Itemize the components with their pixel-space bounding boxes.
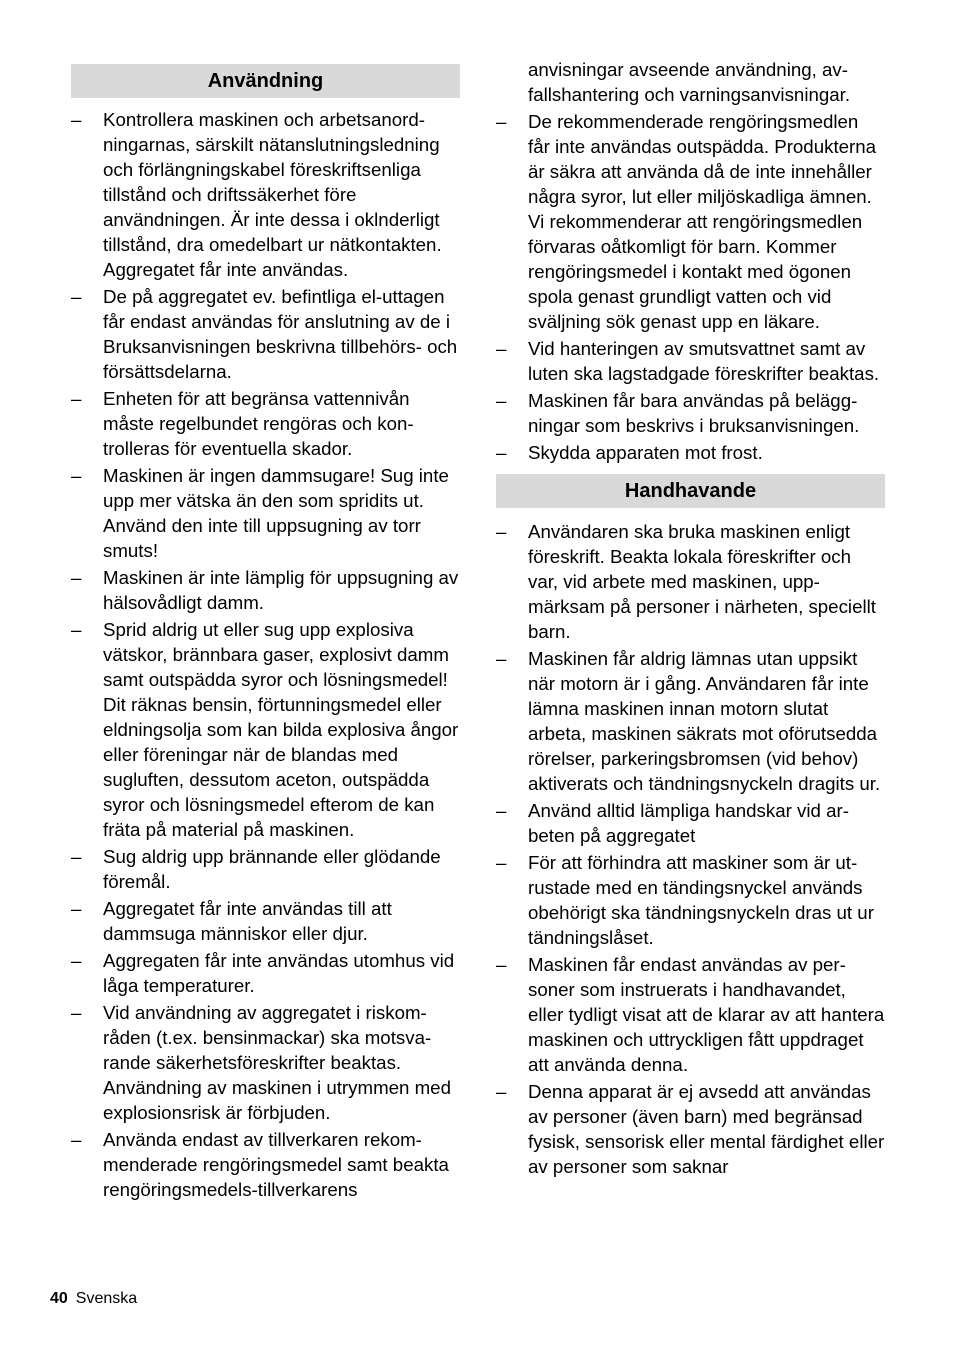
bullet-dash: –: [496, 800, 507, 821]
list-item-text: Sug aldrig upp brännande eller glödande föremål.: [103, 846, 441, 892]
list-item: [71, 386, 460, 461]
list-item-text: Sprid aldrig ut eller sug upp explosiva vätskor, brännbara gaser, explosivt damm samt outspädda syror och lösningsmedel! Dit räknas bensin, förtunningsmedel eller eldningsolja som kan bilda explosiva ångor eller föreningar när de blandas med sugluften, dessutom aceton, outspädda syror och lösningsmedel efterom de kan fräta på material på maskinen.: [103, 619, 459, 840]
bullet-dash: –: [71, 286, 82, 307]
list-item-text: Användaren ska bruka maskinen enligt föreskrift. Beakta lokala föreskrifter och var, vid arbete med maskinen, uppmärksam på personer i närheten, speciellt barn.: [528, 521, 876, 642]
bullet-dash: –: [71, 1002, 82, 1023]
bullet-dash: –: [496, 648, 507, 669]
list-item: [71, 107, 460, 282]
list-item: [71, 896, 460, 946]
list-item: [496, 646, 885, 796]
list-item-text: Använda endast av tillverkaren rekommenderade rengöringsmedel samt beakta rengöringsmedels-tillverkarens: [103, 1129, 449, 1200]
list-item: [496, 798, 885, 848]
list-item: [71, 948, 460, 998]
list-item: [496, 109, 885, 334]
list-item: [496, 850, 885, 950]
left-item-list: [71, 107, 460, 1202]
list-item-text: Använd alltid lämpliga handskar vid arbeten på aggregatet: [528, 800, 849, 846]
list-item-text: Maskinen får bara användas på beläggningar som beskrivs i bruksanvisningen.: [528, 390, 860, 436]
bullet-dash: –: [496, 390, 507, 411]
section-heading-anvandning: Användning: [71, 64, 460, 98]
right-column: [496, 0, 885, 1181]
list-item: [496, 388, 885, 438]
list-item-text: Aggregaten får inte användas utomhus vid låga temperaturer.: [103, 950, 455, 996]
list-item-text: De rekommenderade rengöringsmedlen får inte användas outspädda. Produkterna är säkra att använda då de inte innehåller några syror, lut eller miljöskadliga ämnen. Vi rekommenderar att rengöringsmedlen förvaras oåtkomligt för barn. Kommer rengöringsmedel i kontakt med ögonen spola genast grundligt vatten och vid sväljning sök genast upp en läkare.: [528, 111, 877, 332]
bullet-dash: –: [496, 521, 507, 542]
list-item-text: Enheten för att begränsa vattennivån måste regelbundet rengöras och kontrolleras för eventuella skador.: [103, 388, 414, 459]
bullet-dash: –: [71, 950, 82, 971]
bullet-dash: –: [496, 852, 507, 873]
bullet-dash: –: [496, 442, 507, 463]
bullet-dash: –: [71, 465, 82, 486]
bullet-dash: –: [71, 567, 82, 588]
list-item: [496, 336, 885, 386]
list-item-text: Maskinen får aldrig lämnas utan uppsikt när motorn är i gång. Användaren får inte lämna maskinen innan motorn slutat arbeta, maskinen säkrats mot oförutsedda rörelser, parkeringsbromsen (vid behov) aktiverats och tändningsnyckeln dragits ur.: [528, 648, 881, 794]
list-item: [71, 1000, 460, 1125]
list-item-text: Kontrollera maskinen och arbetsanordningarnas, särskilt nätanslutningsledning och förlängningskabel föreskriftsenliga tillstånd och driftssäkerhet före användningen. Är inte dessa i oklnderligt tillstånd, dra omedelbart ur nätkontakten. Aggregatet får inte användas.: [103, 109, 442, 280]
list-item-text: De på aggregatet ev. befintliga el-uttagen får endast användas för anslutning av de i Bruksanvisningen beskrivna tillbehörs- och försättsdelarna.: [103, 286, 458, 382]
bullet-dash: –: [496, 111, 507, 132]
list-item-text: Vid användning av aggregatet i riskområden (t.ex. bensinmackar) ska motsvarande säkerhetsföreskrifter beaktas. Användning av maskinen i utrymmen med explosionsrisk är förbjuden.: [103, 1002, 451, 1123]
list-item: [71, 463, 460, 563]
bullet-dash: –: [71, 109, 82, 130]
list-item: [71, 844, 460, 894]
bullet-dash: –: [71, 619, 82, 640]
footer-language: Svenska: [75, 1290, 138, 1307]
bullet-dash: –: [71, 898, 82, 919]
list-item-text: Maskinen får endast användas av personer som instruerats i handhavandet, eller tydligt visat att de klarar av att hantera maskinen och uttryckligen fått uppdraget att använda denna.: [528, 954, 885, 1075]
right-item-list-top: [496, 109, 885, 465]
list-item-text: Skydda apparaten mot frost.: [528, 442, 763, 463]
continued-text: anvisningar avseende användning, avfallshantering och varningsanvisningar.: [528, 59, 851, 105]
list-item: [71, 565, 460, 615]
page-footer: [50, 1288, 137, 1310]
right-item-list-bottom: [496, 519, 885, 1179]
list-item: [496, 1079, 885, 1179]
list-item-text: Maskinen är inte lämplig för uppsugning av hälsovådligt damm.: [103, 567, 459, 613]
list-item: [496, 952, 885, 1077]
left-column: [71, 0, 460, 1204]
list-item-text: Denna apparat är ej avsedd att användas av personer (även barn) med begränsad fysisk, sensorisk eller mental färdighet eller av personer som saknar: [528, 1081, 885, 1177]
list-item: [496, 519, 885, 644]
bullet-dash: –: [71, 388, 82, 409]
bullet-dash: –: [496, 954, 507, 975]
list-item: [71, 617, 460, 842]
list-item-text: Maskinen är ingen dammsugare! Sug inte upp mer vätska än den som spridits ut. Använd den inte till uppsugning av torr smuts!: [103, 465, 449, 561]
page-number: 40: [50, 1290, 68, 1307]
list-item: [71, 284, 460, 384]
list-item-text: Vid hanteringen av smutsvattnet samt av luten ska lagstadgade föreskrifter beaktas.: [528, 338, 880, 384]
bullet-dash: –: [496, 1081, 507, 1102]
bullet-dash: –: [496, 338, 507, 359]
list-item-text: För att förhindra att maskiner som är utrustade med en tändingsnyckel används obehörigt ska tändningsnyckeln dras ut ur tändningslåset.: [528, 852, 874, 948]
bullet-dash: –: [71, 1129, 82, 1150]
section-heading-handhavande: Handhavande: [496, 474, 885, 508]
bullet-dash: –: [71, 846, 82, 867]
list-item: [71, 1127, 460, 1202]
list-item: [496, 440, 885, 465]
list-item-text: Aggregatet får inte användas till att dammsuga människor eller djur.: [103, 898, 392, 944]
